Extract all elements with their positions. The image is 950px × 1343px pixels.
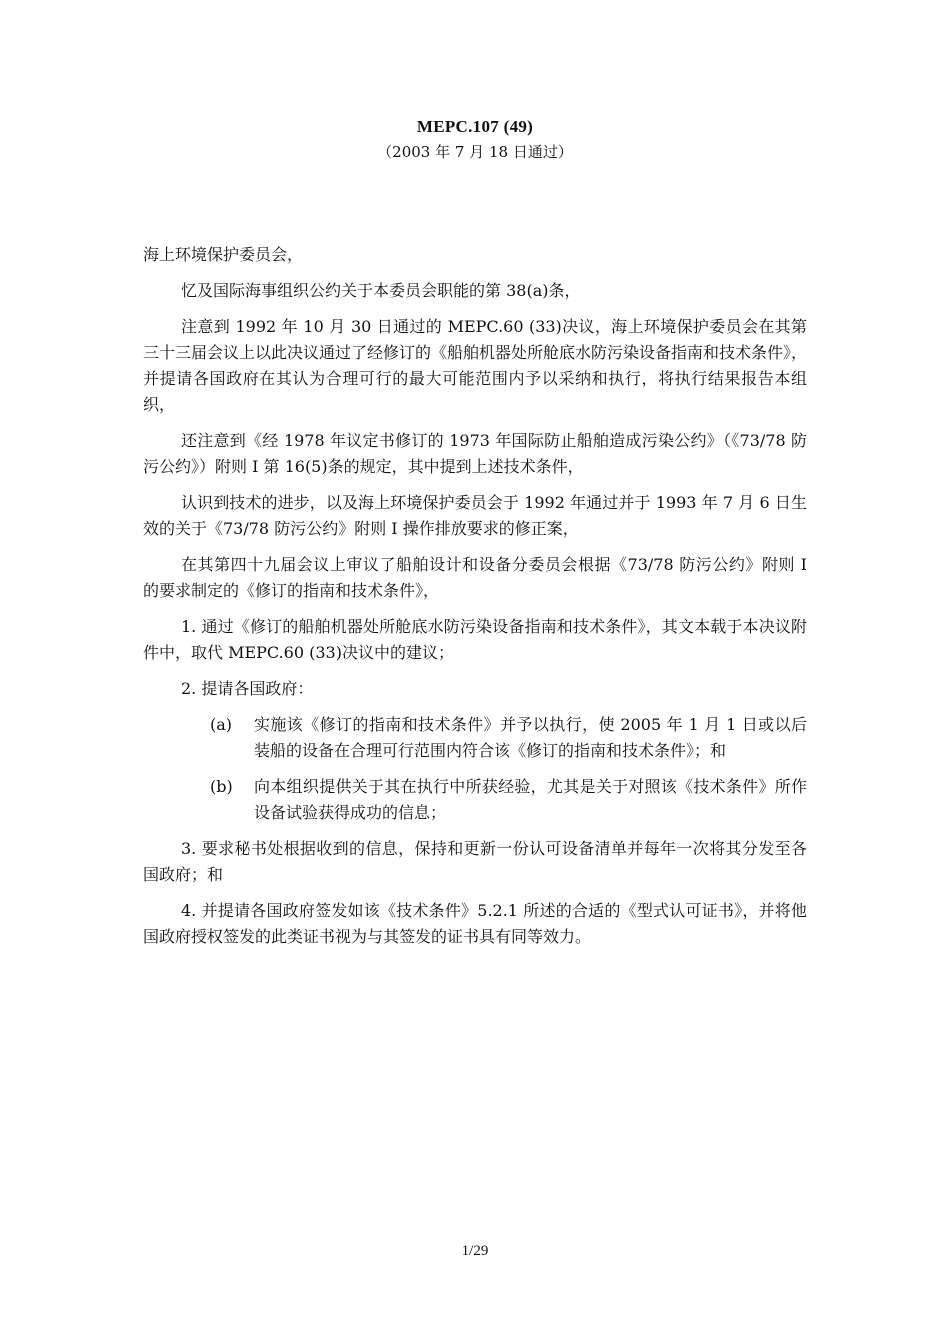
recognizing-paragraph: 认识到技术的进步，以及海上环境保护委员会于 1992 年通过并于 1993 年 7 月 6 日生效的关于《73/78 防污公约》附则 I 操作排放要求的修正案， xyxy=(143,493,807,538)
operative-item-2: 2. 提请各国政府： xyxy=(181,679,314,698)
adoption-date: （2003 年 7 月 18 日通过） xyxy=(377,143,573,161)
sub-item-marker: (a) xyxy=(210,715,233,734)
operative-item-2a xyxy=(143,712,807,764)
operative-item-2b xyxy=(143,774,807,826)
resolution-number: MEPC.107 (49) xyxy=(416,117,534,136)
page-number: 1/29 xyxy=(461,1243,489,1259)
operative-item-1: 1. 通过《修订的船舶机器处所舱底水防污染设备指南和技术条件》，其文本载于本决议附件中，取代 MEPC.60 (33)决议中的建议； xyxy=(143,617,807,662)
resolution-body xyxy=(143,242,807,960)
operative-item-3: 3. 要求秘书处根据收到的信息，保持和更新一份认可设备清单并每年一次将其分发至各国政府；和 xyxy=(143,839,807,884)
sub-item-text: 实施该《修订的指南和技术条件》并予以执行，使 2005 年 1 月 1 日或以后装船的设备在合理可行范围内符合该《修订的指南和技术条件》；和 xyxy=(254,715,807,760)
recalling-paragraph: 忆及国际海事组织公约关于本委员会职能的第 38(a)条， xyxy=(181,281,581,300)
sub-item-marker: (b) xyxy=(210,777,233,796)
sub-item-text: 向本组织提供关于其在执行中所获经验，尤其是关于对照该《技术条件》所作设备试验获得成功的信息； xyxy=(254,777,807,822)
having-considered-paragraph: 在其第四十九届会议上审议了船舶设计和设备分委员会根据《73/78 防污公约》附则 I 的要求制定的《修订的指南和技术条件》， xyxy=(143,555,807,600)
addressee-paragraph: 海上环境保护委员会， xyxy=(143,245,304,264)
noting-paragraph: 注意到 1992 年 10 月 30 日通过的 MEPC.60 (33)决议，海上环境保护委员会在其第三十三届会议上以此决议通过了经修订的《船舶机器处所舱底水防污染设备指南和技术条件》，并提请各国政府在其认为合理可行的最大可能范围内予以采纳和执行，将执行结果报告本组织， xyxy=(143,317,808,414)
operative-item-4: 4. 并提请各国政府签发如该《技术条件》5.2.1 所述的合适的《型式认可证书》，并将他国政府授权签发的此类证书视为与其签发的证书具有同等效力。 xyxy=(143,901,807,946)
noting-also-paragraph: 还注意到《经 1978 年议定书修订的 1973 年国际防止船舶造成污染公约》（《73/78 防污公约》）附则 I 第 16(5)条的规定，其中提到上述技术条件， xyxy=(143,431,807,476)
